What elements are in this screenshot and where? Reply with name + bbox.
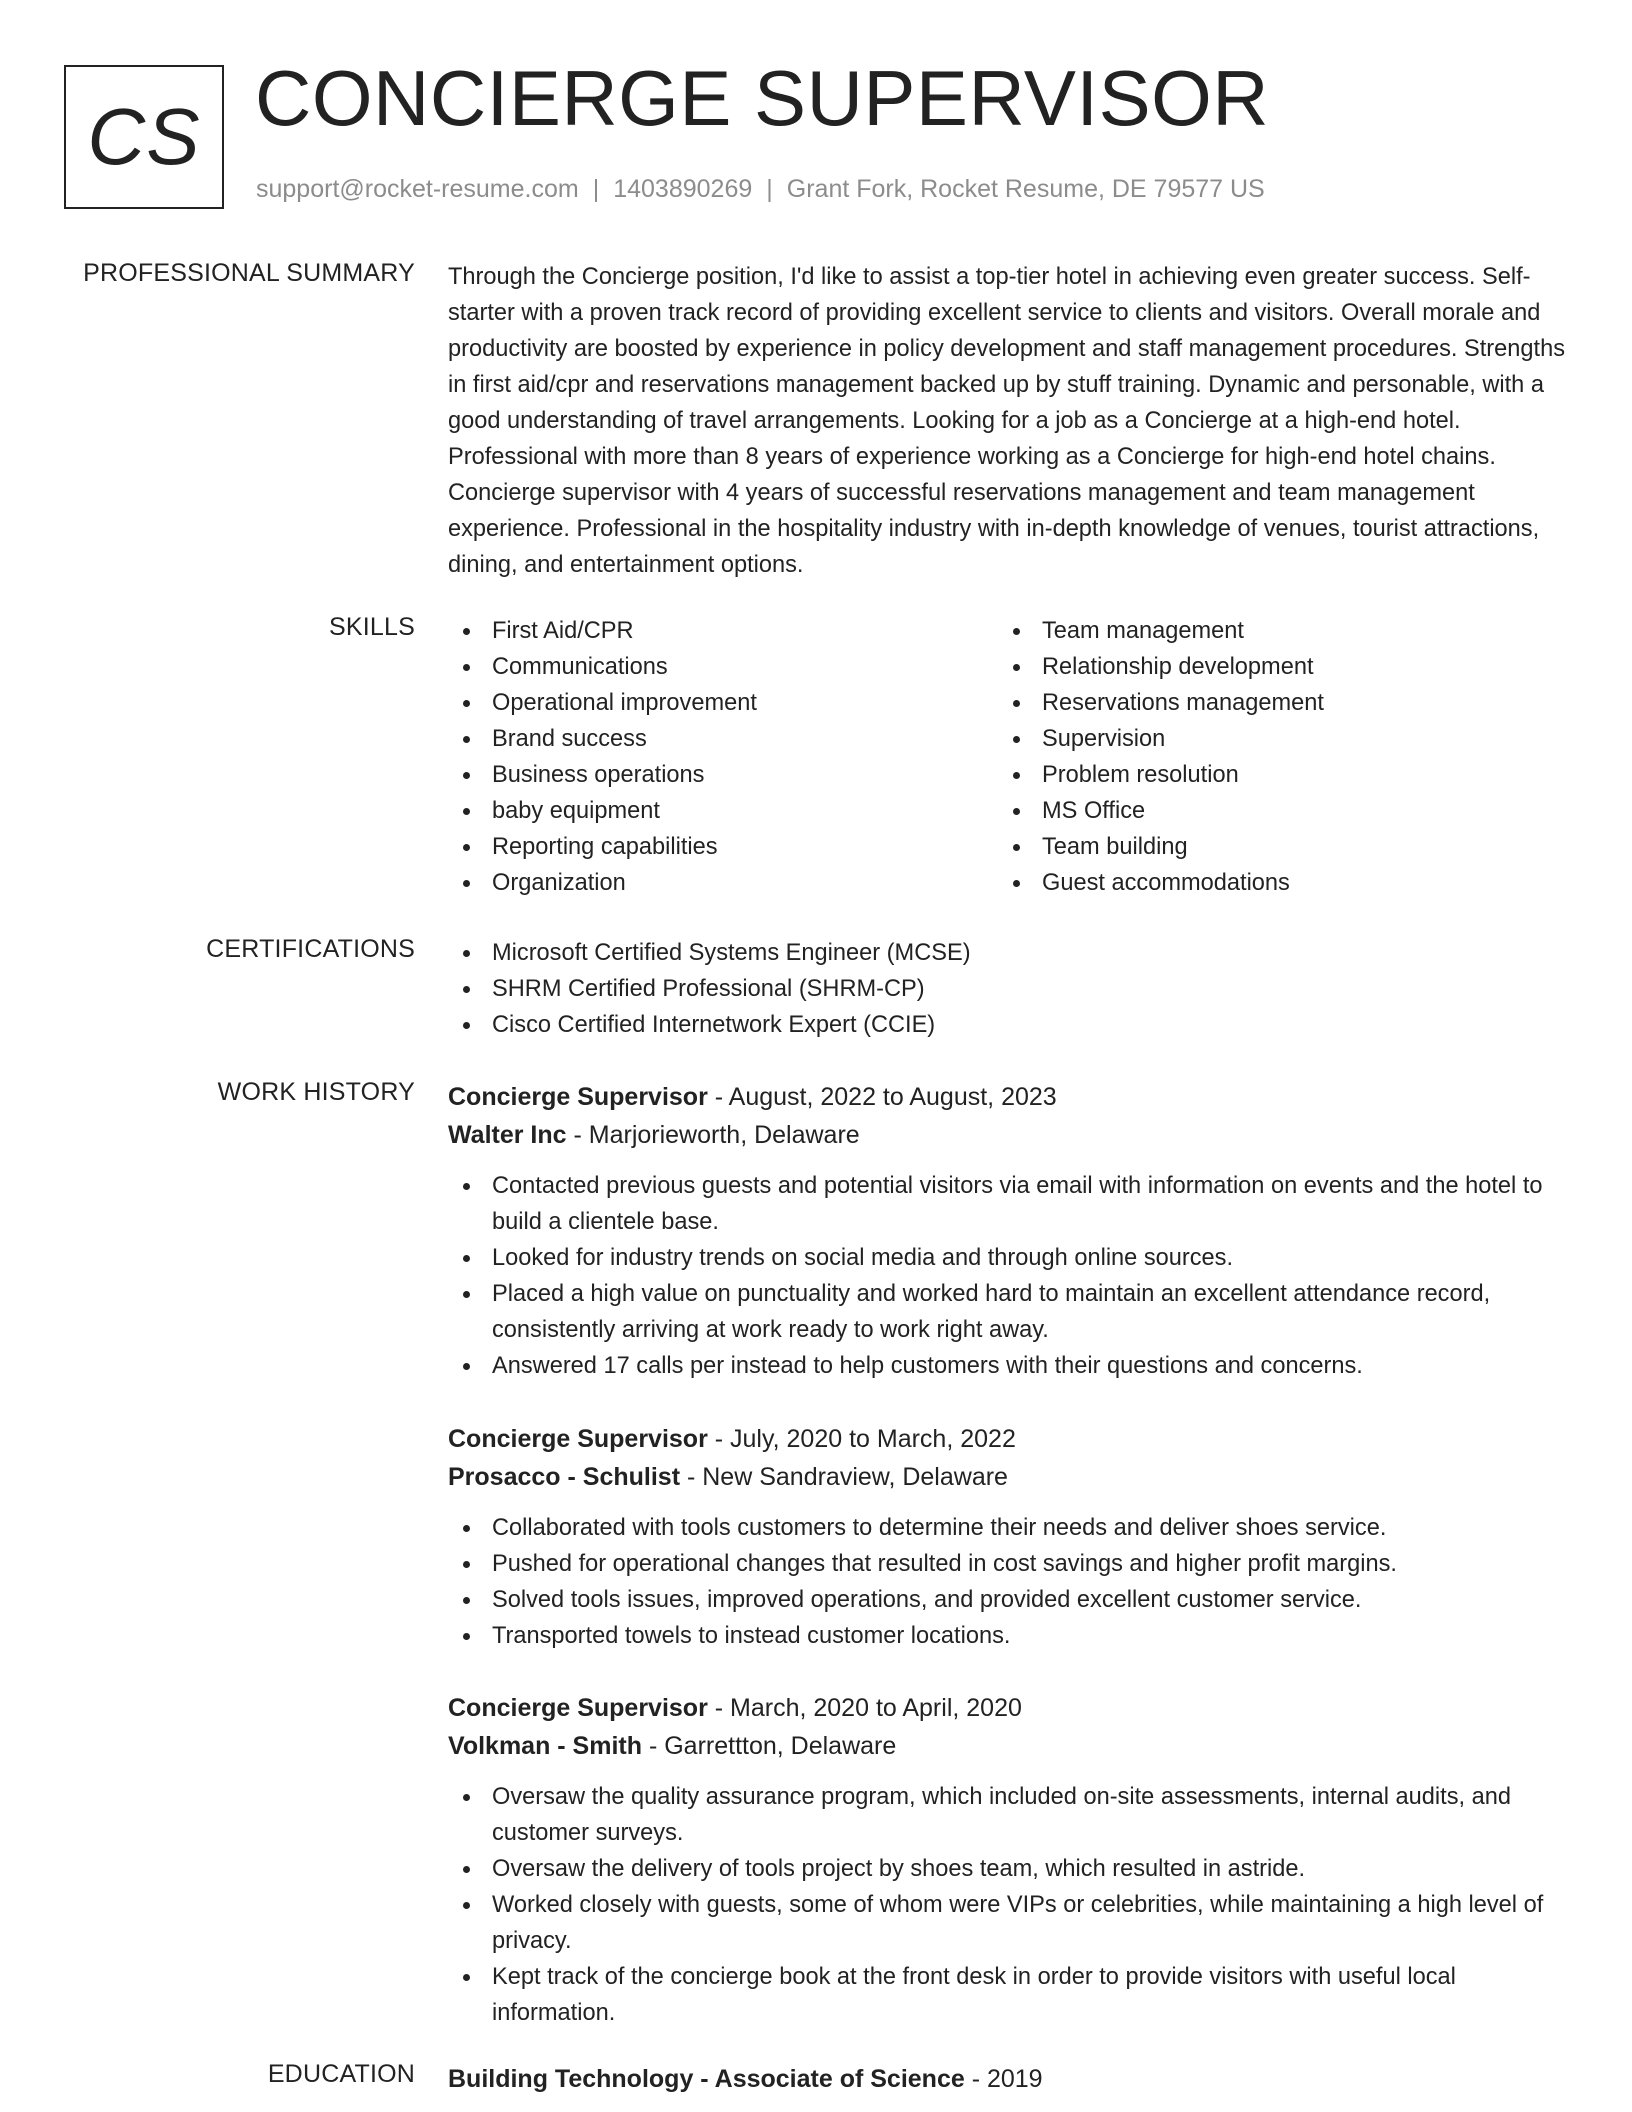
skill-item: Team management (998, 613, 1548, 649)
job-dates: - March, 2020 to April, 2020 (707, 1694, 1022, 1722)
contact-line (256, 175, 1265, 204)
skill-item: Organization (448, 865, 998, 901)
contact-separator: | (766, 175, 773, 203)
work-history-label: WORK HISTORY (217, 1078, 415, 1106)
certification-item: Cisco Certified Internetwork Expert (CCIE) (448, 1007, 1568, 1043)
skill-item: First Aid/CPR (448, 613, 998, 649)
job-bullets (448, 1510, 1568, 1654)
skill-item: Business operations (448, 757, 998, 793)
skill-item: Guest accommodations (998, 865, 1548, 901)
skill-item: MS Office (998, 793, 1548, 829)
education-degree: Building Technology - Associate of Science (448, 2065, 965, 2093)
job-entry (448, 1689, 1568, 2031)
summary-label: PROFESSIONAL SUMMARY (83, 259, 415, 287)
skill-item: Problem resolution (998, 757, 1548, 793)
job-title: Concierge Supervisor (448, 1083, 708, 1111)
job-bullets (448, 1168, 1568, 1384)
monogram-box (64, 65, 224, 209)
job-company: Volkman - Smith (448, 1732, 643, 1760)
job-company: Prosacco - Schulist (448, 1463, 681, 1491)
certifications-label: CERTIFICATIONS (206, 935, 415, 963)
certifications-list (448, 935, 1568, 1043)
skill-item: baby equipment (448, 793, 998, 829)
contact-address: Grant Fork, Rocket Resume, DE 79577 US (786, 175, 1265, 203)
job-title: Concierge Supervisor (448, 1694, 708, 1722)
job-title-line (448, 1078, 1568, 1116)
skill-item: Supervision (998, 721, 1548, 757)
certification-item: Microsoft Certified Systems Engineer (MCSE) (448, 935, 1568, 971)
resume-name: CONCIERGE SUPERVISOR (255, 54, 1270, 142)
job-title: Concierge Supervisor (448, 1425, 708, 1453)
job-bullet: Oversaw the delivery of tools project by shoes team, which resulted in astride. (448, 1851, 1568, 1887)
job-title-line (448, 1420, 1568, 1458)
job-bullet: Placed a high value on punctuality and worked hard to maintain an excellent attendance record, consistently arriving at work ready to work right away. (448, 1276, 1568, 1348)
contact-phone: 1403890269 (613, 175, 753, 203)
job-bullet: Oversaw the quality assurance program, which included on-site assessments, internal audits, and customer surveys. (448, 1779, 1568, 1851)
skill-item: Relationship development (998, 649, 1548, 685)
job-bullet: Answered 17 calls per instead to help customers with their questions and concerns. (448, 1348, 1568, 1384)
job-location: - Marjorieworth, Delaware (566, 1121, 860, 1149)
job-dates: - August, 2022 to August, 2023 (707, 1083, 1057, 1111)
job-company-line (448, 1727, 1568, 1765)
job-company: Walter Inc (448, 1121, 567, 1149)
job-bullet: Worked closely with guests, some of whom were VIPs or celebrities, while maintaining a high level of privacy. (448, 1887, 1568, 1959)
certifications-content (448, 935, 1568, 1043)
monogram-initials: CS (87, 92, 201, 181)
skill-item: Operational improvement (448, 685, 998, 721)
job-title-line (448, 1689, 1568, 1727)
skills-list-left (448, 613, 998, 901)
education-label: EDUCATION (267, 2060, 415, 2088)
job-bullet: Collaborated with tools customers to determine their needs and deliver shoes service. (448, 1510, 1568, 1546)
job-bullet: Looked for industry trends on social media and through online sources. (448, 1240, 1568, 1276)
job-bullet: Pushed for operational changes that resulted in cost savings and higher profit margins. (448, 1546, 1568, 1582)
skills-grid (448, 613, 1568, 901)
job-dates: - July, 2020 to March, 2022 (707, 1425, 1016, 1453)
education-entry (448, 2060, 1568, 2098)
certification-item: SHRM Certified Professional (SHRM-CP) (448, 971, 1568, 1007)
skill-item: Communications (448, 649, 998, 685)
job-bullet: Contacted previous guests and potential visitors via email with information on events and the hotel to build a clientele base. (448, 1168, 1568, 1240)
skill-item: Reporting capabilities (448, 829, 998, 865)
job-location: - New Sandraview, Delaware (680, 1463, 1008, 1491)
summary-text: Through the Concierge position, I'd like to assist a top-tier hotel in achieving even greater success. Self-starter with a proven track record of providing excellent service to clients and visitors. Overall morale and productivity are boosted by experience in policy development and staff management procedures. Strengths in first aid/cpr and reservations management backed up by stuff training. Dynamic and personable, with a good understanding of travel arrangements. Looking for a job as a Concierge at a high-end hotel. Professional with more than 8 years of experience working as a Concierge for high-end hotel chains. Concierge supervisor with 4 years of successful reservations management and team management experience. Professional in the hospitality industry with in-depth knowledge of venues, tourist attractions, dining, and entertainment options. (448, 264, 1565, 578)
contact-separator: | (592, 175, 600, 203)
job-bullets (448, 1779, 1568, 2031)
job-bullet: Solved tools issues, improved operations, and provided excellent customer service. (448, 1582, 1568, 1618)
job-entry (448, 1420, 1568, 1654)
contact-email[interactable]: support@rocket-resume.com (256, 175, 579, 203)
skill-item: Brand success (448, 721, 998, 757)
job-bullet: Transported towels to instead customer locations. (448, 1618, 1568, 1654)
education-year: - 2019 (964, 2065, 1043, 2093)
job-location: - Garrettton, Delaware (642, 1732, 897, 1760)
job-entry (448, 1078, 1568, 1384)
job-company-line (448, 1458, 1568, 1496)
skills-list-right (998, 613, 1548, 901)
skills-label: SKILLS (329, 613, 415, 641)
skill-item: Team building (998, 829, 1548, 865)
skill-item: Reservations management (998, 685, 1548, 721)
job-company-line (448, 1116, 1568, 1154)
job-bullet: Kept track of the concierge book at the front desk in order to provide visitors with useful local information. (448, 1959, 1568, 2031)
